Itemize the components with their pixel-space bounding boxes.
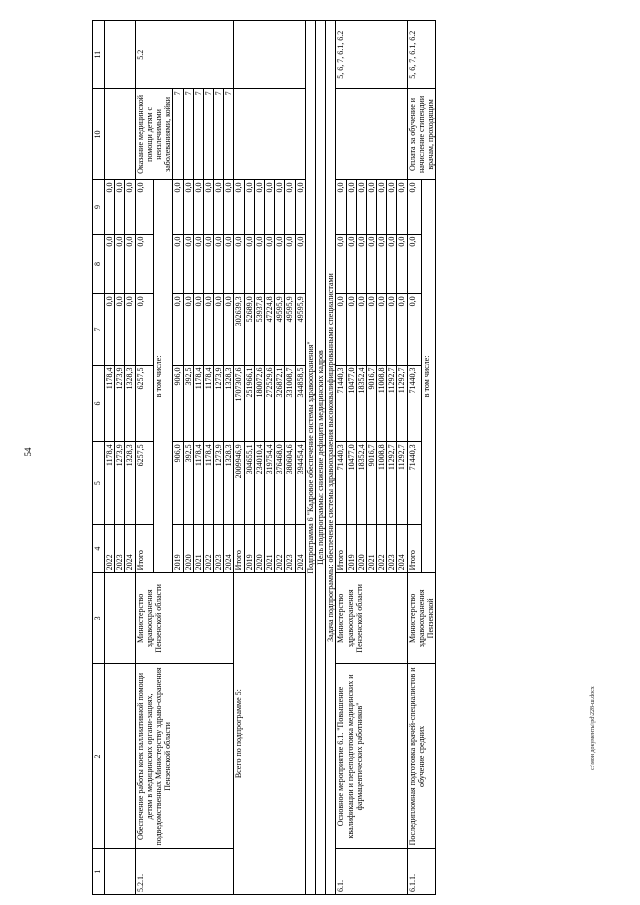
table-row: 5.2.1. Обеспечение работы коек паллиативной помощи детям в медицинских органи-зациях, подведомственных Министерству здраво-охранения Пензенской области Министерство здравоохранения Пензенской области Итого 6257,5 6257,5 0,0 0,0 0,0 Оказание медицинской помощи детям с неизлечимыми заболеваниями, койки 5.2 <box>135 21 154 895</box>
budget-table <box>92 20 436 895</box>
table-row: 2022 376468,0 326872,1 49595,9 0,0 0,0 <box>275 21 285 895</box>
table-row: 2023 11292,7 11292,7 0,0 0,0 0,0 <box>387 21 397 895</box>
indicator: Оплата за обучение и начисление стипендии врачам, проходящим <box>407 89 436 180</box>
subprogram-total-label: Всего по подпрограмме 5: <box>234 573 305 895</box>
table-row: 2022 11008,8 11008,8 0,0 0,0 0,0 <box>377 21 387 895</box>
col-number: 9 <box>93 180 105 234</box>
col-number: 3 <box>93 573 105 664</box>
link-numbers: 5.2 <box>135 21 234 89</box>
subprogram-goal: Цель подпрограммы: снижение дефицита медицинских кадров <box>315 21 325 895</box>
table-row <box>305 21 315 895</box>
table-row: 2024 1328,3 1328,3 0,0 0,0 0,0 7 <box>224 21 234 895</box>
table-row: в том числе: <box>154 21 173 895</box>
table-row: 2024 11292,7 11292,7 0,0 0,0 0,0 <box>397 21 407 895</box>
table-row <box>315 21 325 895</box>
executor: Министерство здравоохранения Пензенской <box>407 573 436 664</box>
measure-name: Обеспечение работы коек паллиативной помощи детям в медицинских органи-зациях, подведомственных Министерству здраво-охранения Пензенской области <box>135 664 234 849</box>
table-row: 2020 234010,4 180072,6 53937,8 0,0 0,0 <box>254 21 264 895</box>
table-row: 2019 10477,0 10477,0 0,0 0,0 0,0 <box>346 21 356 895</box>
table-row: 2024 1328,3 1328,3 0,0 0,0 0,0 <box>125 21 135 895</box>
col-number: 8 <box>93 234 105 294</box>
table-row: 6.1.1. Последипломная подготовка врачей-специалистов и обучение средних Министерство здравоохранения Пензенской Итого 71440,3 71440,3 0,0 0,0 0,0 Оплата за обучение и начисление стипендии врачам, проходящим 5, 6, 7, 6.1, 6.2 <box>407 21 421 895</box>
table-row: в том числе: <box>421 21 435 895</box>
rotated-table-sheet <box>92 20 582 895</box>
table-row: Всего по подпрограмме 5: Итого 2009946,9 1707307,6 302639,3 0,0 0,0 <box>234 21 244 895</box>
col-number: 11 <box>93 21 105 89</box>
col-number: 2 <box>93 664 105 849</box>
table-row: 2024 394454,4 344858,5 49595,9 0,0 0,0 <box>295 21 305 895</box>
col-number: 7 <box>93 294 105 365</box>
col-number: 10 <box>93 89 105 180</box>
table-row: 2019 906,0 906,0 0,0 0,0 0,0 7 <box>173 21 183 895</box>
table-row <box>326 21 336 895</box>
link-numbers: 5, 6, 7, 6.1, 6.2 <box>407 21 436 89</box>
row-number: 5.2.1. <box>135 849 234 895</box>
table-row: 2023 1273,9 1273,9 0,0 0,0 0,0 <box>115 21 125 895</box>
table-row: 2023 380604,6 331008,7 49595,9 0,0 0,0 <box>285 21 295 895</box>
table-row: 2021 319754,4 272529,6 47224,8 0,0 0,0 <box>265 21 275 895</box>
indicator: Оказание медицинской помощи детям с неизлечимыми заболеваниями, койки <box>135 89 173 180</box>
table-row: 2022 1178,4 1178,4 0,0 0,0 0,0 7 <box>203 21 213 895</box>
row-number: 6.1. <box>336 849 407 895</box>
executor: Министерство здравоохранения Пензенской области <box>336 573 407 664</box>
table-row: 2020 18352,4 18352,4 0,0 0,0 0,0 <box>356 21 366 895</box>
executor: Министерство здравоохранения Пензенской области <box>135 573 234 664</box>
col-number: 6 <box>93 365 105 442</box>
table-row: 2020 392,5 392,5 0,0 0,0 0,0 7 <box>183 21 193 895</box>
file-path-footer: c:\мои документы\pd\228-ш.docx <box>590 686 596 770</box>
page-number: 54 <box>23 447 33 457</box>
table-row: 2023 1273,9 1273,9 0,0 0,0 0,0 7 <box>214 21 224 895</box>
measure-name: Основное мероприятие 6.1. "Повышение квалификации и переподготовка медицинских и фармацевтических работников" <box>336 664 407 849</box>
measure-name: Последипломная подготовка врачей-специалистов и обучение средних <box>407 664 436 849</box>
link-numbers: 5, 6, 7, 6.1, 6.2 <box>336 21 407 89</box>
subprogram-title: Подпрограмма 6 "Кадровое обеспечение системы здравоохранения" <box>305 21 315 895</box>
subprogram-task: Задача подпрограммы: обеспечение системы здравоохранения высококвалифицированными специалистами <box>326 21 336 895</box>
table-row: 2022 1178,4 1178,4 0,0 0,0 0,0 <box>105 21 115 895</box>
col-number: 1 <box>93 849 105 895</box>
col-number: 4 <box>93 524 105 572</box>
row-number: 6.1.1. <box>407 849 436 895</box>
table-row: 2019 304655,1 251966,1 52689,0 0,0 0,0 <box>244 21 254 895</box>
header-number-row <box>93 21 105 895</box>
table-row: 6.1. Основное мероприятие 6.1. "Повышение квалификации и переподготовка медицинских и фармацевтических работников" Министерство здравоохранения Пензенской области Итого 71440,3 71440,3 0,0 0,0 0,0 5, 6, 7, 6.1, 6.2 <box>336 21 346 895</box>
col-number: 5 <box>93 442 105 525</box>
table-row: 2021 1178,4 1178,4 0,0 0,0 0,0 7 <box>193 21 203 895</box>
table-row: 2021 9016,7 9016,7 0,0 0,0 0,0 <box>366 21 376 895</box>
